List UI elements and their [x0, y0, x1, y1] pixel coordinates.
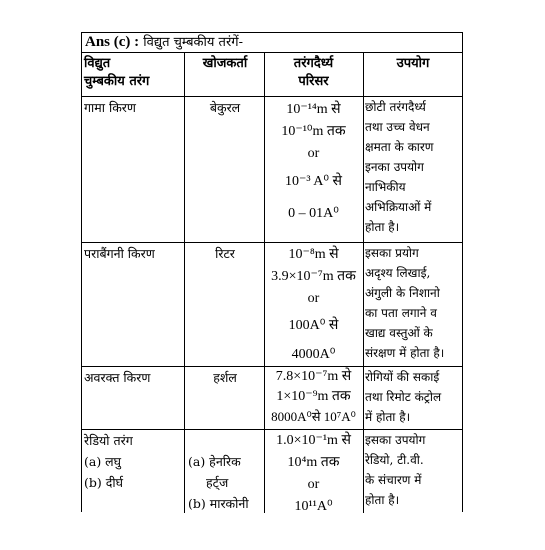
cell-line: के संचारण में [365, 473, 422, 487]
cell-line: छोटी तरंगदैर्ध्य [365, 100, 426, 114]
row-radio-use [365, 430, 461, 510]
header-line: उपयोग [396, 56, 430, 71]
cell-line: रोगियों की सकाई [365, 370, 440, 384]
cell-line: 10⁻¹⁰m तक [281, 124, 346, 139]
cell-line: हर्शल [213, 370, 237, 385]
answer-table [81, 32, 463, 512]
answer-label: Ans (c) : [85, 34, 140, 50]
cell-line: (b) मारकोनी [188, 496, 249, 511]
cell-line: 4000A⁰ [291, 347, 336, 362]
column-divider [363, 53, 364, 513]
row-uv-wave [84, 243, 184, 264]
cell-line: बेकुरल [209, 100, 241, 115]
row-ir-range [266, 367, 361, 427]
cell-line: का पता लगाने व [365, 306, 437, 320]
cell-line: रेडियो तरंग [84, 433, 133, 448]
row-radio-wave [84, 430, 184, 493]
cell-line: गामा किरण [84, 100, 136, 115]
column-divider [184, 53, 185, 513]
cell-line: अदृश्य लिखाई, [365, 266, 431, 280]
header-use [365, 55, 461, 73]
answer-text: विद्युत चुम्बकीय तरंगें- [139, 35, 243, 50]
cell-line: 1×10⁻⁹m तक [276, 389, 351, 404]
cell-line: (a) लघु [84, 454, 122, 469]
cell-line: or [307, 291, 320, 306]
cell-line: 100A⁰ से [288, 318, 339, 333]
cell-line: अवरक्त किरण [84, 370, 151, 385]
cell-line: 10⁻³ A⁰ से [284, 174, 342, 189]
header-line: तरंगदैर्ध्य [293, 56, 334, 71]
row-uv-range [266, 244, 361, 368]
row-gamma-range [266, 99, 361, 229]
row-ir-wave [84, 367, 184, 388]
row-gamma-wave [84, 97, 184, 118]
cell-line: तथा रिमोट कंट्रोल [365, 390, 442, 404]
cell-line: 10¹¹A⁰ [294, 499, 333, 514]
column-divider [264, 53, 265, 513]
answer-title [82, 33, 462, 53]
cell-line: रिटर [215, 246, 235, 261]
cell-line: खाद्य वस्तुओं के [365, 326, 433, 340]
row-uv-discoverer [186, 243, 264, 264]
cell-line: इसका प्रयोग [365, 246, 419, 260]
cell-line: 7.8×10⁻⁷m से [275, 369, 352, 384]
cell-line: (a) हेनरिक [188, 454, 241, 469]
cell-line: 1.0×10⁻¹m से [276, 433, 351, 448]
cell-line: 10⁻¹⁴m से [286, 102, 341, 117]
header-line: विद्युत [84, 56, 111, 71]
cell-line: 0 – 01A⁰ [288, 206, 339, 221]
cell-line [188, 430, 264, 451]
header-wave [84, 55, 184, 91]
cell-line: होता है। [365, 220, 400, 234]
cell-line: क्षमता के कारण [365, 140, 434, 154]
row-radio-discoverer [186, 430, 264, 514]
cell-line: रेडियो, टी.वी. [365, 453, 424, 467]
row-ir-discoverer [186, 367, 264, 388]
row-uv-use [365, 243, 461, 363]
cell-line: or [307, 477, 320, 492]
cell-line: अंगुली के निशानो [365, 286, 440, 300]
row-ir-use [365, 367, 461, 427]
header-line: खोजकर्ता [202, 56, 248, 71]
cell-line: 8000A⁰से 10⁷A⁰ [271, 409, 356, 424]
cell-line: संरक्षण में होता है। [365, 346, 445, 360]
cell-line: 3.9×10⁻⁷m तक [271, 269, 356, 284]
header-discoverer [186, 55, 264, 73]
row-gamma-discoverer [186, 97, 264, 118]
cell-line: पराबैंगनी किरण [84, 246, 155, 261]
cell-line: 10⁴m तक [287, 455, 340, 470]
row-gamma-use [365, 97, 461, 237]
cell-line: होता है। [365, 493, 400, 507]
header-range [266, 55, 361, 91]
cell-line: इनका उपयोग [365, 160, 424, 174]
cell-line: इसका उपयोग [365, 433, 426, 447]
cell-line: अभिक्रियाओं में [365, 200, 432, 214]
cell-line: हर्ट्ज [206, 475, 229, 490]
cell-line: तथा उच्च वेधन [365, 120, 430, 134]
row-radio-range [266, 430, 361, 518]
cell-line: (b) दीर्घ [84, 475, 123, 490]
cell-line: नाभिकीय [365, 180, 406, 194]
cell-line: 10⁻⁸m से [288, 247, 339, 262]
cell-line: or [307, 146, 320, 161]
header-line: चुम्बकीय तरंग [84, 74, 150, 89]
cell-line: में होता है। [365, 410, 411, 424]
header-line: परिसर [298, 74, 329, 89]
